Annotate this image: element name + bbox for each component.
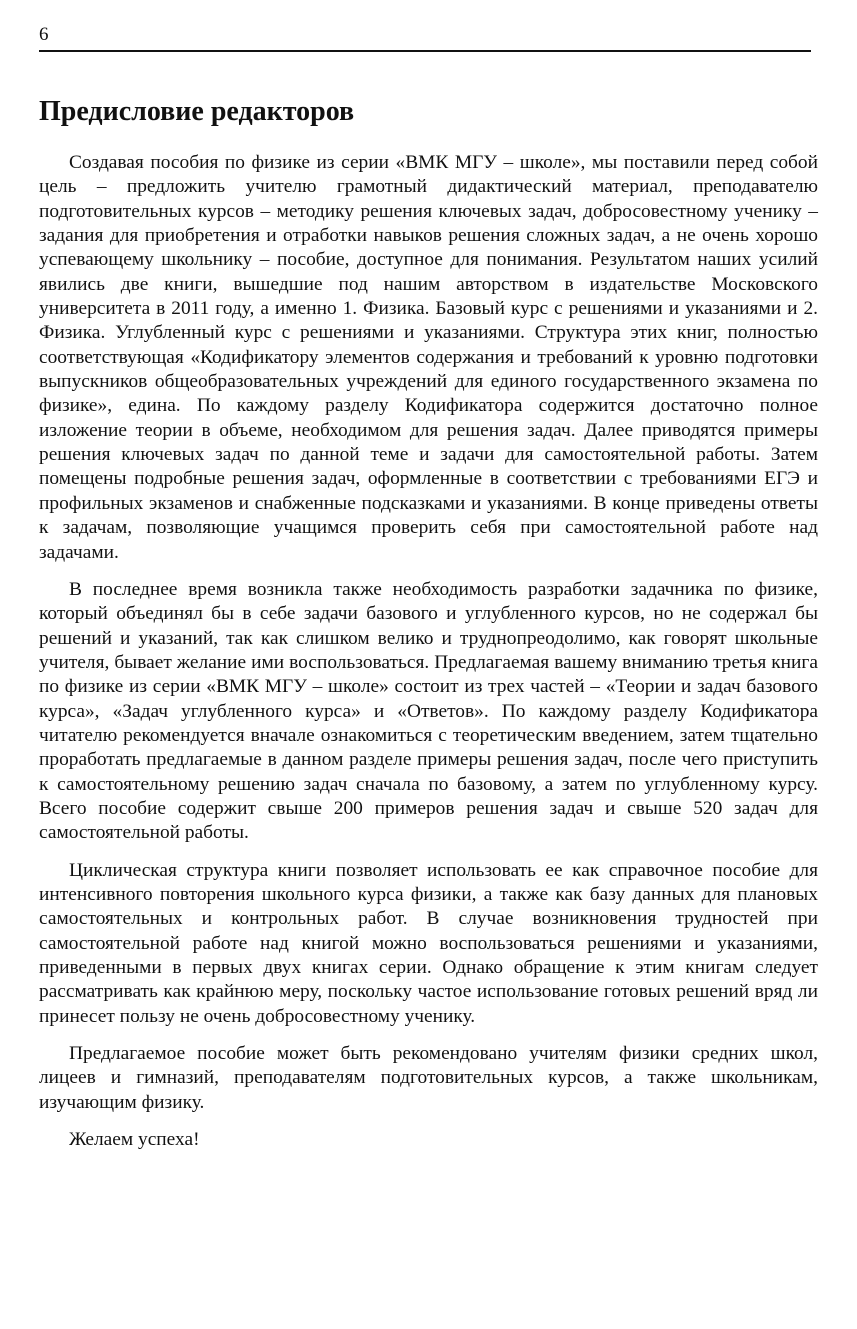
paragraph-3: Циклическая структура книги позволяет использовать ее как справочное пособие для интенсивного повторения школьного курса физики, а также как базу данных для плановых самостоятельных и контрольных работ. В случае возникновения трудностей при самостоятельной работе над книгой можно воспользоваться решениями и указаниями, приведенными в первых двух книгах серии. Однако обращение к этим книгам следует рассматривать как крайнюю меру, поскольку частое использование готовых решений вряд ли принесет пользу не очень добросовестному ученику. <box>39 859 818 1027</box>
header-rule <box>39 50 811 52</box>
paragraph-closing: Желаем успеха! <box>69 1129 200 1151</box>
page-title: Предисловие редакторов <box>39 96 355 127</box>
paragraph-2: В последнее время возникла также необходимость разработки задачника по физике, который объединял бы в себе задачи базового и углубленного курсов, но не содержал бы решений и указаний, так как слишком велико и труднопреодолимо, как говорят школьные учителя, бывает желание ими воспользоваться. Предлагаемая вашему вниманию третья книга по физике из серии «ВМК МГУ – школе» состоит из трех частей – «Теории и задач базового курса», «Задач углубленного курса» и «Ответов». По каждому разделу Кодификатора читателю рекомендуется вначале ознакомиться с теоретическим введением, затем тщательно проработать предлагаемые в данном разделе примеры решения задач, после чего приступить к самостоятельному решению задач сначала по базовому, а затем по углубленному курсу. Всего пособие содержит свыше 200 примеров решения задач и свыше 520 задач для самостоятельной работы. <box>39 578 818 844</box>
paragraph-4: Предлагаемое пособие может быть рекомендовано учителям физики средних школ, лицеев и гимназий, преподавателям подготовительных курсов, а также школьникам, изучающим физику. <box>39 1043 818 1113</box>
page-number: 6 <box>39 24 49 45</box>
paragraph-1: Создавая пособия по физике из серии «ВМК МГУ – школе», мы поставили перед собой цель – предложить учителю грамотный дидактический материал, преподавателю подготовительных курсов – методику решения ключевых задач, добросовестному ученику – задания для приобретения и отработки навыков решения сложных задач, а не очень хорошо успевающему школьнику – пособие, доступное для понимания. Результатом наших усилий явились две книги, вышедшие под нашим авторством в издательстве Московского университета в 2011 году, а именно 1. Физика. Базовый курс с решениями и указаниями и 2. Физика. Углубленный курс с решениями и указаниями. Структура этих книг, полностью соответствующая «Кодификатору элементов содержания и требований к уровню подготовки выпускников общеобразовательных учреждений для единого государственного экзамена по физике», едина. По каждому разделу Кодификатора содержится достаточно полное изложение теории в объеме, необходимом для решения задач. Далее приводятся примеры решения ключевых задач по данной теме и задачи для самостоятельной работы. Затем помещены подробные решения задач, оформленные в соответствии с требованиями ЕГЭ и профильных экзаменов и снабженные подсказками и указаниями. В конце приведены ответы к задачам, позволяющие учащимся проверить себя при самостоятельной работе над задачами. <box>39 152 818 563</box>
article-body <box>39 93 818 1165</box>
